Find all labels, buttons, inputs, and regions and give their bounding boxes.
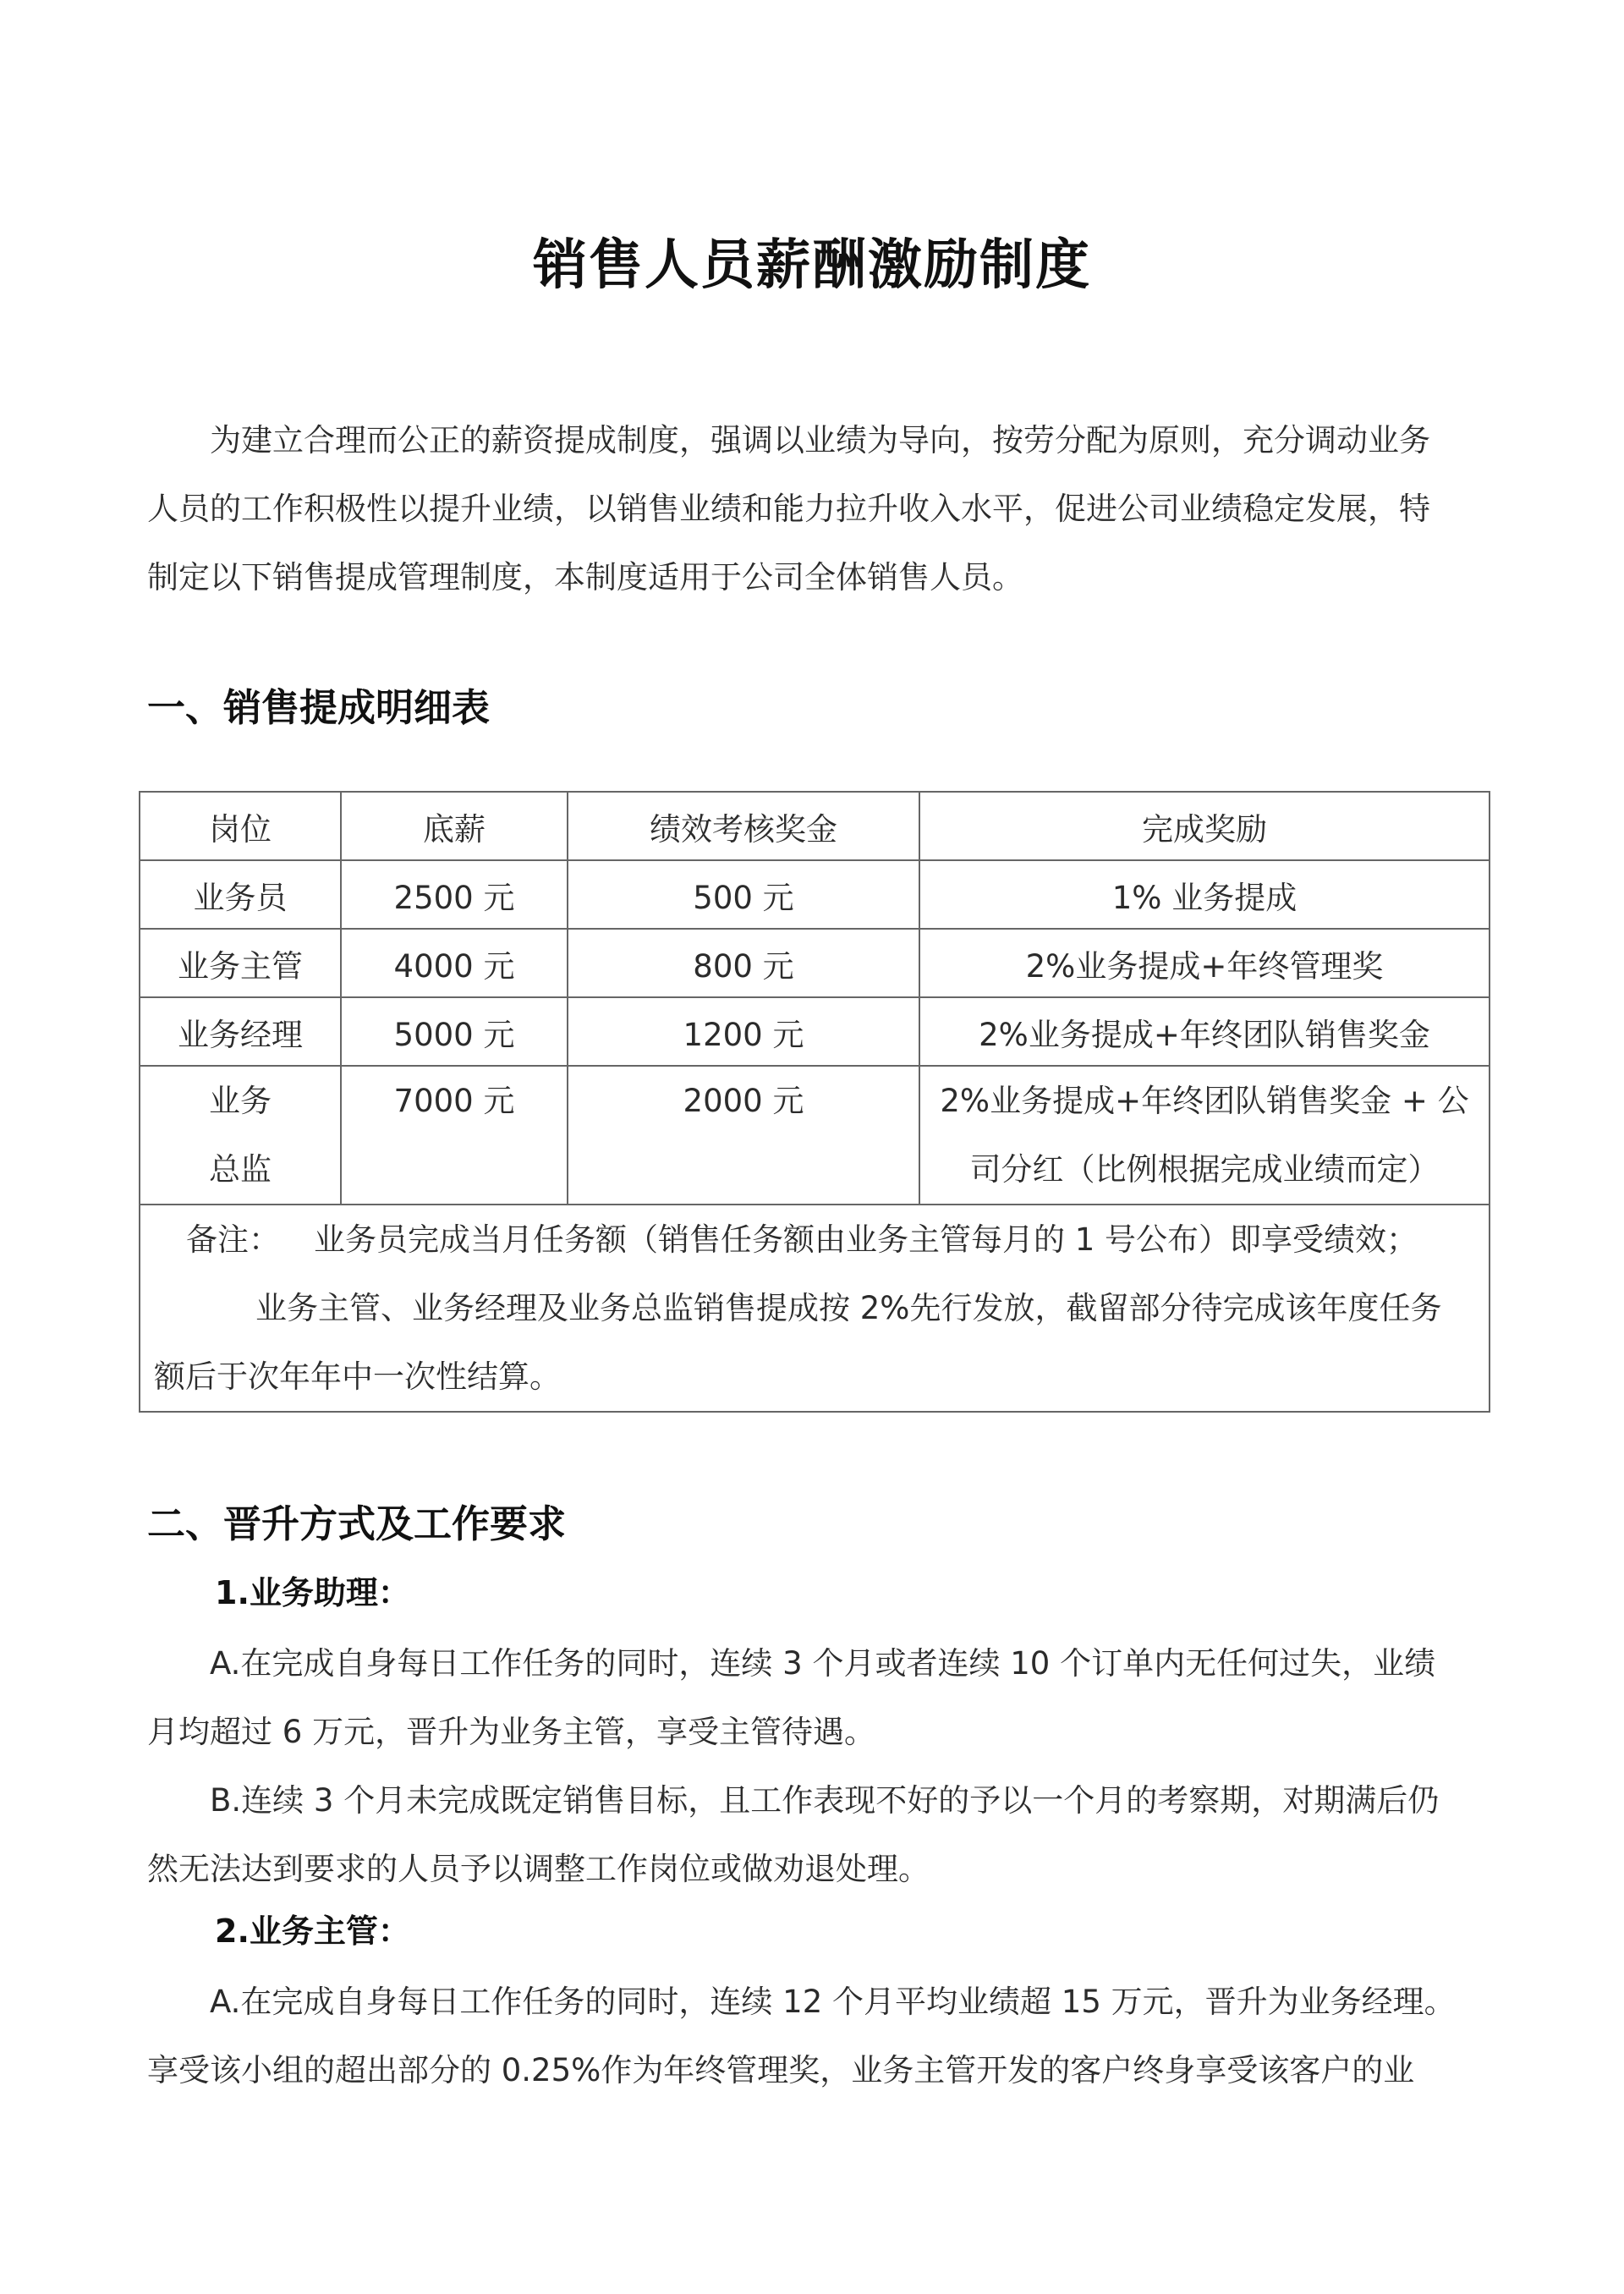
table-header-row [140, 792, 1490, 860]
cell-bonus: 800 元 [568, 929, 919, 997]
cell-bonus: 1200 元 [568, 997, 919, 1066]
document-title: 销售人员薪酬激励制度 [533, 234, 1091, 297]
section1-heading: 一、销售提成明细表 [147, 685, 491, 730]
sub2-body: A.在完成自身每日工作任务的同时，连续 12 个月平均业绩超 15 万元，晋升为业务经理。 享受该小组的超出部分的 0.25%作为年终管理奖，业务主管开发的客户终身享受该客户的业 [147, 1984, 1456, 2088]
cell-base: 7000 元 [341, 1066, 568, 1205]
table-row [140, 929, 1490, 997]
cell-base: 2500 元 [341, 860, 568, 929]
sub1-title: 1.业务助理： [215, 1574, 410, 1611]
table-note: 备注： 业务员完成当月任务额（销售任务额由业务主管每月的 1 号公布）即享受绩效； 业务主管、业务经理及业务总监销售提成按 2%先行发放，截留部分待完成该年度任务 额后于次年年中一次性结算。 [140, 1205, 1490, 1412]
cell-position: 业务员 [140, 860, 341, 929]
cell-position: 业务经理 [140, 997, 341, 1066]
table-row [140, 860, 1490, 929]
cell-reward: 1% 业务提成 [919, 860, 1490, 929]
cell-base: 4000 元 [341, 929, 568, 997]
cell-position: 业务 总监 [140, 1066, 341, 1205]
header-cell: 完成奖励 [919, 792, 1490, 860]
cell-position: 业务主管 [140, 929, 341, 997]
intro-paragraph [147, 406, 1477, 612]
cell-reward: 2%业务提成+年终团队销售奖金 + 公 司分红（比例根据完成业绩而定） [919, 1066, 1490, 1205]
header-cell: 岗位 [140, 792, 341, 860]
table-row-director [140, 1066, 1490, 1205]
section2-heading: 二、晋升方式及工作要求 [147, 1501, 567, 1546]
header-cell: 底薪 [341, 792, 568, 860]
sub1-body: A.在完成自身每日工作任务的同时，连续 3 个月或者连续 10 个订单内无任何过失，业绩 月均超过 6 万元，晋升为业务主管，享受主管待遇。 B.连续 3 个月未完成既定销售目标，且工作表现不好的予以一个月的考察期，对期满后仍 然无法达到要求的人员予以调整工作岗位或做劝退处理。 [147, 1645, 1440, 1887]
intro-line: 为建立合理而公正的薪资提成制度，强调以业绩为导向，按劳分配为原则，充分调动业务 [210, 422, 1430, 458]
note-label: 备注： [186, 1221, 280, 1258]
cell-reward: 2%业务提成+年终管理奖 [919, 929, 1490, 997]
intro-line: 制定以下销售提成管理制度，本制度适用于公司全体销售人员。 [147, 559, 1023, 595]
intro-line: 人员的工作积极性以提升业绩，以销售业绩和能力拉升收入水平，促进公司业绩稳定发展，特 [147, 491, 1430, 527]
header-cell: 绩效考核奖金 [568, 792, 919, 860]
cell-bonus: 2000 元 [568, 1066, 919, 1205]
sub2-title: 2.业务主管： [215, 1913, 410, 1950]
salary-table [139, 791, 1490, 1413]
cell-base: 5000 元 [341, 997, 568, 1066]
cell-reward: 2%业务提成+年终团队销售奖金 [919, 997, 1490, 1066]
table-row [140, 997, 1490, 1066]
table-note-row [140, 1205, 1490, 1412]
cell-bonus: 500 元 [568, 860, 919, 929]
